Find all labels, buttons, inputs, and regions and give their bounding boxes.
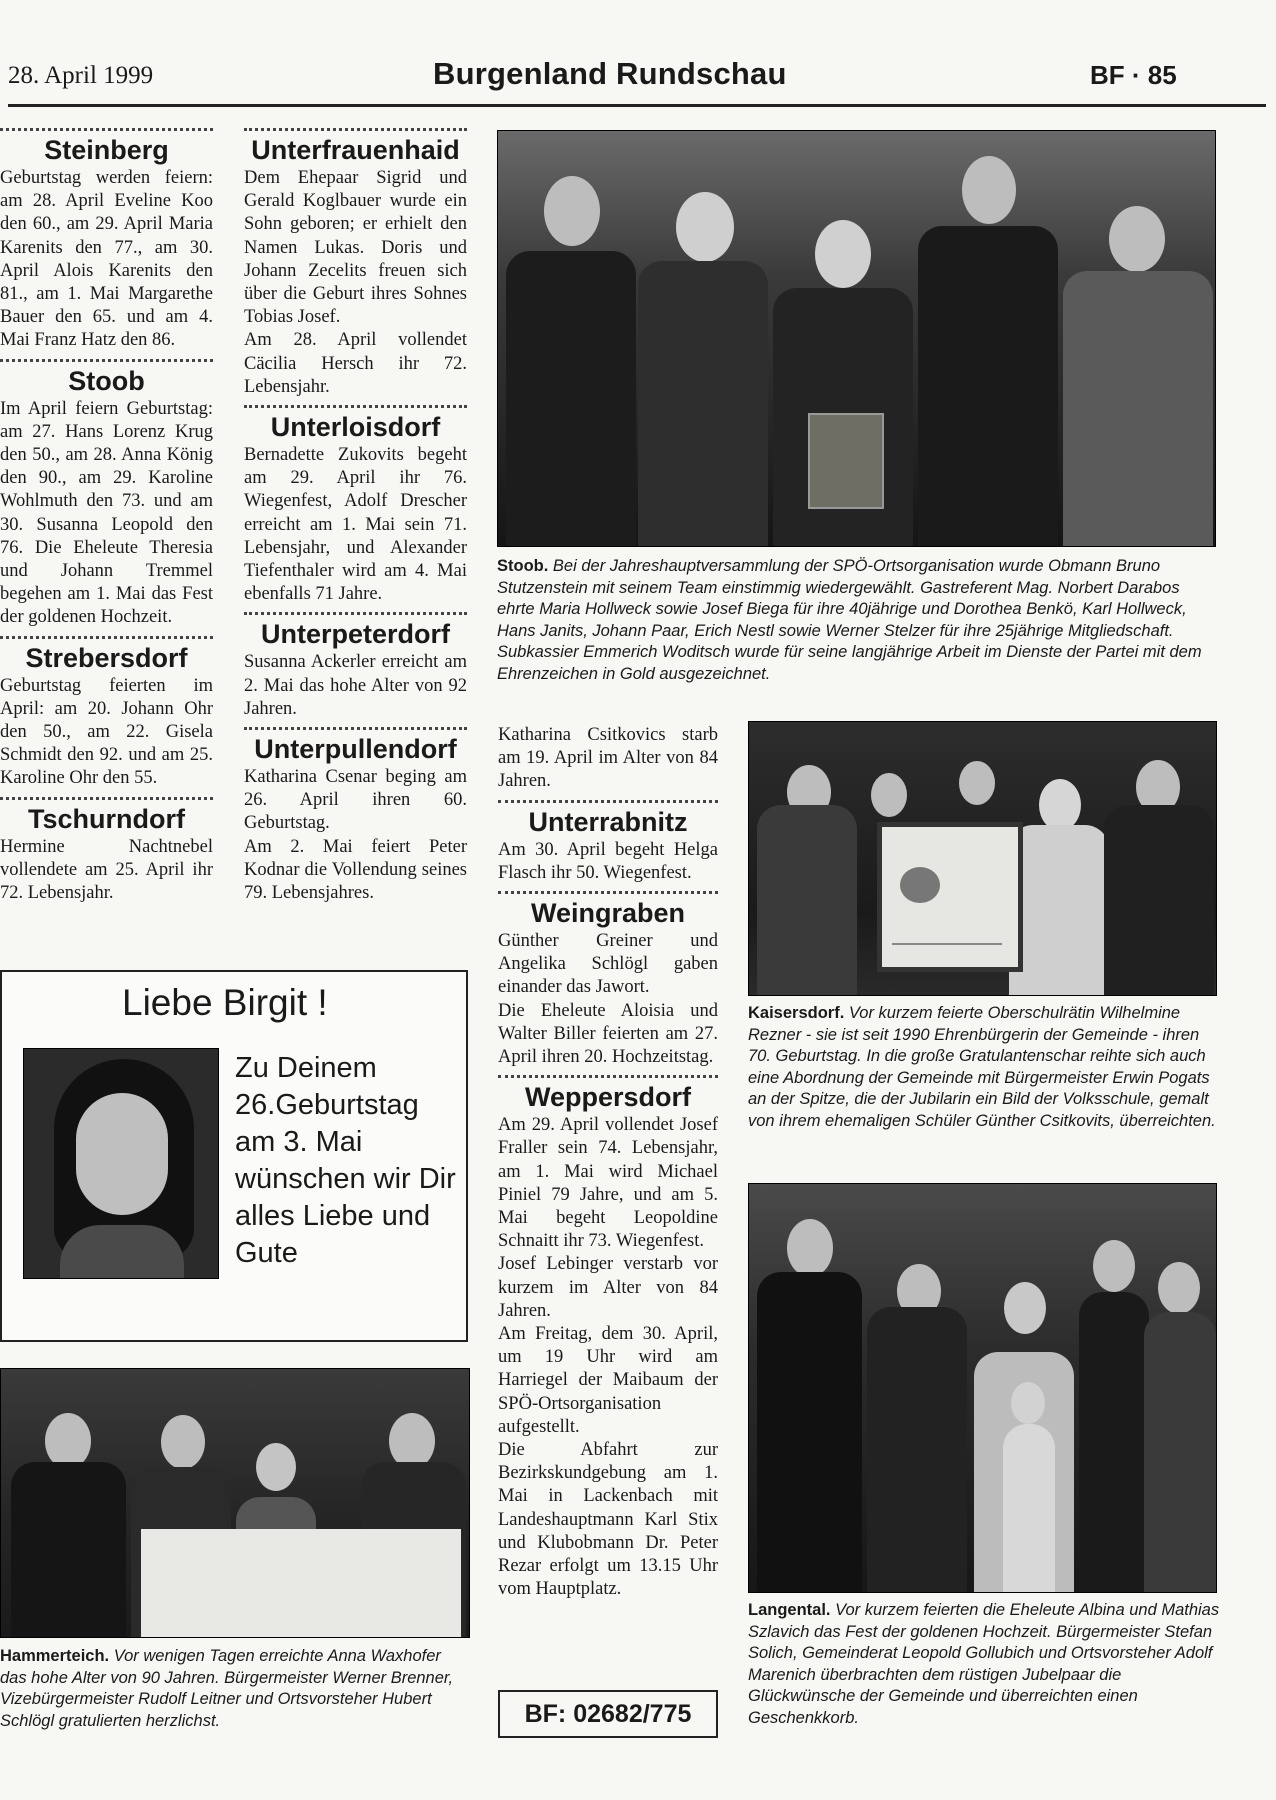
text-weppersdorf-3: Am Freitag, dem 30. April, um 19 Uhr wird am Harriegel der Maibaum der SPÖ-Ortsorganisation aufgestellt.	[498, 1324, 718, 1437]
heading-weppersdorf: Weppersdorf	[524, 1082, 692, 1113]
heading-strebersdorf: Strebersdorf	[25, 642, 188, 673]
text-strebersdorf: Geburtstag feierten im April: am 20. Johann Ohr den 50., am 22. Gisela Schmidt den 92. und am 25. Karoline Ohr den 55.	[0, 675, 213, 789]
heading-stoob: Stoob	[68, 365, 145, 396]
divider	[498, 800, 718, 803]
text-weingraben: Günther Greiner und Angelika Schlögl gaben einander das Jawort.	[498, 931, 718, 998]
photo-hammerteich	[0, 1368, 470, 1638]
caption-langental-text: Vor kurzem feierten die Eheleute Albina und Mathias Szlavich das Fest der goldenen Hochzeit. Bürgermeister Stefan Solich, Gemeinderat Leopold Gollubich und Ortsvorsteher Adolf Marenich überbrachten dem rüstigen Jubelpaar die Glückwünsche der Gemeinde und überreichten einen Geschenkkorb.	[748, 1601, 1220, 1727]
photo-kaisersdorf	[748, 721, 1217, 996]
column-3	[498, 724, 718, 1602]
framed-painting	[877, 822, 1023, 972]
text-unterpullendorf: Katharina Csenar beging am 26. April ihren 60. Geburtstag.	[244, 767, 467, 834]
caption-stoob-place: Stoob.	[497, 557, 549, 575]
divider	[0, 636, 213, 639]
newspaper-title: Burgenland Rundschau	[433, 56, 787, 91]
heading-unterfrauenhaid: Unterfrauenhaid	[251, 135, 460, 165]
heading-unterpullendorf: Unterpullendorf	[254, 734, 457, 765]
caption-stoob-text: Bei der Jahreshauptversammlung der SPÖ-Ortsorganisation wurde Obmann Bruno Stutzenstein mit seinem Team einstimmig wiedergewählt. Gastreferent Mag. Norbert Darabos ehrte Maria Hollweck sowie Josef Biega für ihre 40jährige und Dorothea Benkö, Karl Hollweck, Hans Janits, Johann Paar, Erich Nestl sowie Werner Stelzer für ihre 25jährige Mitgliedschaft. Subkassier Emmerich Woditsch wurde für seine langjährige Arbeit im Dienste der Partei mit dem Ehrenzeichen in Gold ausgezeichnet.	[497, 557, 1202, 683]
text-unterfrauenhaid-2: Am 28. April vollendet Cäcilia Hersch ihr 72. Lebensjahr.	[244, 330, 467, 397]
ad-title: Liebe Birgit !	[122, 982, 328, 1023]
text-unterloisdorf: Bernadette Zukovits begeht am 29. April ihr 76. Wiegenfest, Adolf Drescher erreicht am 1. Mai sein 71. Lebensjahr, und Alexander Tiefenthaler wird am 4. Mai ebenfalls 71 Jahre.	[244, 445, 467, 605]
caption-kaisersdorf	[748, 1003, 1220, 1132]
page-number: BF · 85	[1090, 60, 1177, 90]
divider	[498, 1075, 718, 1078]
table-with-tablecloth	[141, 1529, 461, 1637]
ad-message: Zu Deinem 26.Geburtstag am 3. Mai wünschen wir Dir alles Liebe und Gute	[235, 1052, 456, 1269]
caption-hammerteich-place: Hammerteich.	[0, 1647, 110, 1665]
caption-hammerteich-text: Vor wenigen Tagen erreichte Anna Waxhofer das hohe Alter von 90 Jahren. Bürgermeister Werner Brenner, Vizebürgermeister Rudolf Leitner und Ortsvorsteher Hubert Schlögl gratulierten herzlichst.	[0, 1647, 454, 1730]
caption-langental	[748, 1600, 1220, 1729]
heading-tschurndorf: Tschurndorf	[28, 803, 185, 834]
heading-weingraben: Weingraben	[530, 898, 686, 929]
column-2	[244, 128, 467, 905]
heading-unterpeterdorf: Unterpeterdorf	[260, 619, 450, 650]
text-weppersdorf-2: Josef Lebinger verstarb vor kurzem im Alter von 84 Jahren.	[498, 1254, 718, 1321]
divider	[0, 359, 213, 362]
heading-steinberg: Steinberg	[44, 135, 169, 165]
text-unterpullendorf-2: Am 2. Mai feiert Peter Kodnar die Vollendung seines 79. Lebensjahres.	[244, 836, 467, 904]
caption-stoob	[497, 556, 1217, 685]
photo-langental	[748, 1183, 1217, 1593]
phone-number-box: BF: 02682/775	[498, 1690, 718, 1738]
issue-date: 28. April 1999	[8, 62, 154, 89]
divider	[498, 891, 718, 894]
caption-langental-place: Langental.	[748, 1601, 831, 1619]
heading-unterrabnitz: Unterrabnitz	[528, 806, 688, 837]
divider	[244, 727, 467, 730]
caption-kaisersdorf-place: Kaisersdorf.	[748, 1004, 845, 1022]
text-unterfrauenhaid: Dem Ehepaar Sigrid und Gerald Koglbauer wurde ein Sohn geboren; er erhielt den Namen Lukas. Doris und Johann Zecelits freuen sich über die Geburt ihres Sohnes Tobias Josef.	[244, 168, 467, 328]
divider	[244, 612, 467, 615]
photo-stoob	[497, 130, 1216, 547]
caption-kaisersdorf-text: Vor kurzem feierte Oberschulrätin Wilhelmine Rezner - sie ist seit 1990 Ehrenbürgerin der Gemeinde - ihren 70. Geburtstag. In die große Gratulantenschar reihte sich auch eine Abordnung der Gemeinde mit Bürgermeister Erwin Pogats an der Spitze, die der Jubilarin ein Bild der Volksschule, gemalt von ihrem ehemaligen Schüler Günther Csitkovits, überreichten.	[748, 1004, 1216, 1130]
birthday-ad	[0, 970, 468, 1342]
text-unterrabnitz: Am 30. April begeht Helga Flasch ihr 50. Wiegenfest.	[498, 839, 718, 883]
divider	[244, 405, 467, 408]
text-weppersdorf-4: Die Abfahrt zur Bezirkskundgebung am 1. Mai in Lackenbach mit Landeshauptmann Karl Stix und Klubobmann Dr. Peter Rezar erfolgt um 13.15 Uhr vom Hauptplatz.	[498, 1440, 718, 1600]
text-stoob: Im April feiern Geburtstag: am 27. Hans Lorenz Krug den 50., am 28. Anna König den 90., am 29. Karoline Wohlmuth den 73. und am 30. Susanna Leopold den 76. Die Eheleute Theresia und Johann Tremmel begehen am 1. Mai das Fest der goldenen Hochzeit.	[0, 398, 213, 628]
text-unterpeterdorf: Susanna Ackerler erreicht am 2. Mai das hohe Alter von 92 Jahren.	[244, 652, 467, 719]
heading-unterloisdorf: Unterloisdorf	[270, 412, 441, 443]
text-tschurndorf: Hermine Nachtnebel vollendete am 25. April ihr 72. Lebensjahr.	[0, 836, 213, 904]
text-weingraben-2: Die Eheleute Aloisia und Walter Biller feierten am 27. April ihren 20. Hochzeitstag.	[498, 1000, 718, 1068]
divider	[0, 797, 213, 800]
caption-hammerteich	[0, 1646, 470, 1732]
certificate-folder	[808, 413, 884, 509]
text-csitkovics: Katharina Csitkovics starb am 19. April im Alter von 84 Jahren.	[498, 725, 718, 792]
header-rule	[8, 104, 1266, 107]
text-weppersdorf: Am 29. April vollendet Josef Fraller sein 74. Lebensjahr, am 1. Mai wird Michael Piniel 79 Jahre, und am 5. Mai begeht Leopoldine Schnaitt ihr 73. Wiegenfest.	[498, 1115, 718, 1252]
ad-portrait-photo	[23, 1048, 219, 1279]
column-1	[0, 128, 213, 905]
text-steinberg: Geburtstag werden feiern: am 28. April Eveline Koo den 60., am 29. April Maria Karenits den 77., am 30. April Alois Karenits den 81., am 1. Mai Margarethe Bauer den 65. und am 4. Mai Franz Hatz den 86.	[0, 168, 213, 351]
